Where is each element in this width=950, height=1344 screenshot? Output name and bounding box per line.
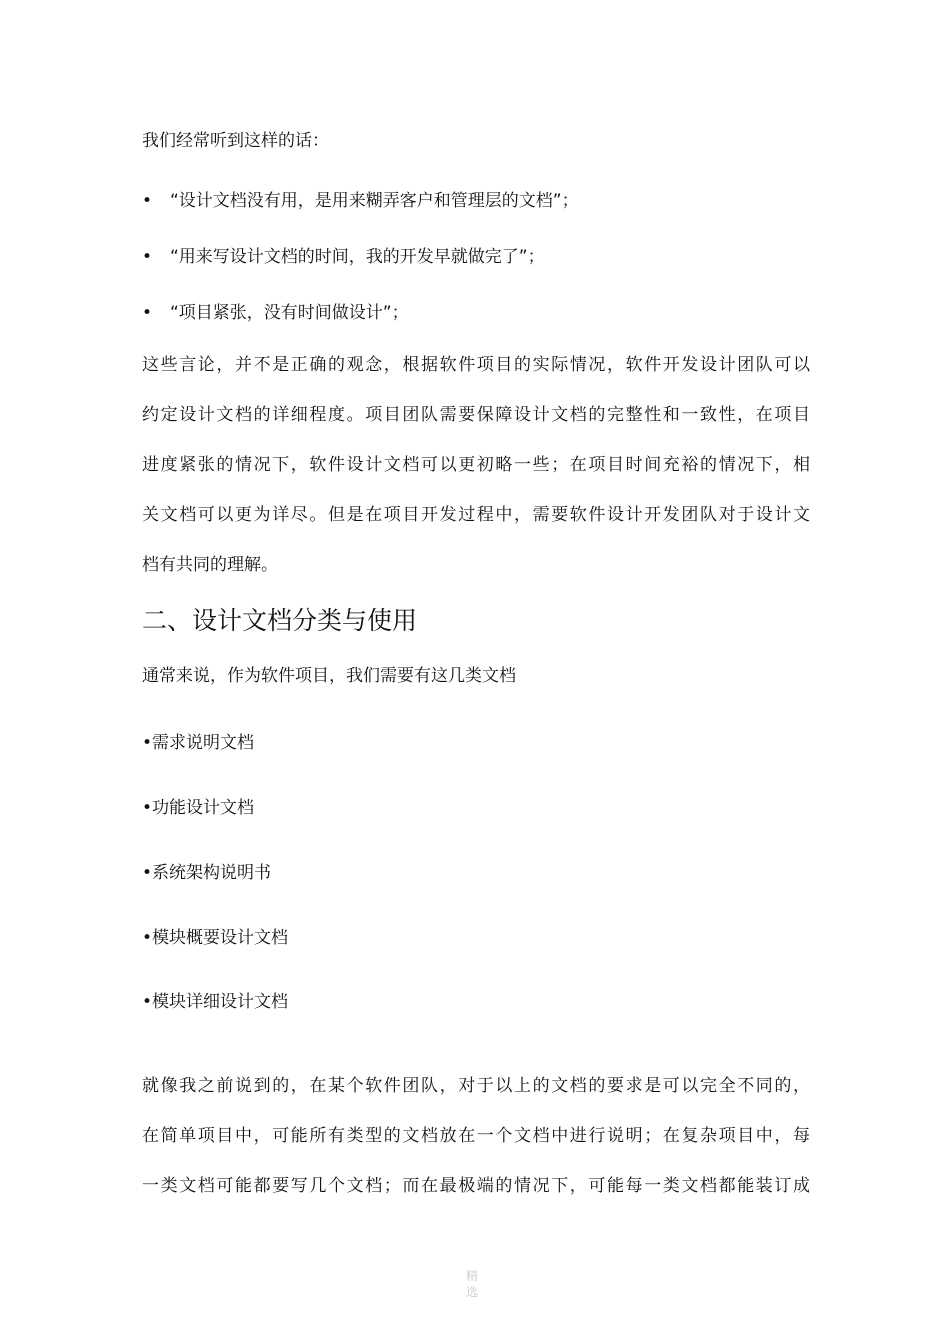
intro-text: 我们经常听到这样的话： — [142, 131, 329, 151]
list-item: •模块详细设计文档 — [142, 992, 289, 1012]
list-item: •系统架构说明书 — [142, 863, 272, 883]
list-item: •模块概要设计文档 — [142, 928, 289, 948]
footer-watermark: 精选 — [465, 1269, 478, 1299]
paragraph-line: 就像我之前说到的，在某个软件团队，对于以上的文档的要求是可以完全不同的， — [142, 1076, 810, 1096]
paragraph-line: 档有共同的理解。 — [142, 555, 278, 575]
paragraph-line: 这些言论，并不是正确的观念，根据软件项目的实际情况，软件开发设计团队可以 — [142, 355, 810, 375]
bullet-icon: • — [142, 191, 153, 211]
paragraph-line: 关文档可以更为详尽。但是在项目开发过程中，需要软件设计开发团队对于设计文 — [142, 505, 810, 525]
paragraph-one — [142, 340, 810, 590]
paragraph-two — [142, 1061, 810, 1211]
quote-text: “用来写设计文档的时间，我的开发早就做完了”； — [170, 247, 545, 267]
quote-text: “设计文档没有用，是用来糊弄客户和管理层的文档”； — [170, 191, 579, 211]
paragraph-line: 一类文档可能都要写几个文档；而在最极端的情况下，可能每一类文档都能装订成 — [142, 1176, 810, 1196]
section-heading: 二、设计文档分类与使用 — [142, 606, 418, 635]
paragraph-line: 进度紧张的情况下，软件设计文档可以更初略一些；在项目时间充裕的情况下，相 — [142, 455, 810, 475]
quote-text: “项目紧张，没有时间做设计”； — [170, 303, 409, 323]
paragraph-line: 在简单项目中，可能所有类型的文档放在一个文档中进行说明；在复杂项目中，每 — [142, 1126, 810, 1146]
paragraph-line: 约定设计文档的详细程度。项目团队需要保障设计文档的完整性和一致性，在项目 — [142, 405, 810, 425]
bullet-icon: • — [142, 303, 153, 323]
bullet-icon: • — [142, 247, 153, 267]
list-item: •功能设计文档 — [142, 798, 255, 818]
section-intro: 通常来说，作为软件项目，我们需要有这几类文档 — [142, 666, 516, 686]
list-item: •需求说明文档 — [142, 733, 255, 753]
